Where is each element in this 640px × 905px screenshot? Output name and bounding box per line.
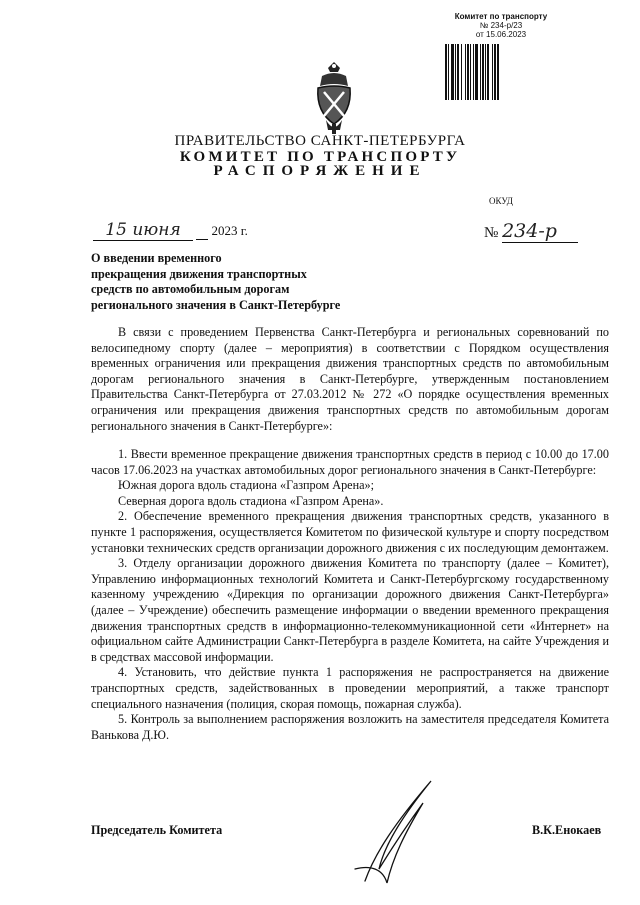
document-subject [91,251,351,313]
stamp-number: № 234-р/23 [479,21,523,30]
registration-stamp [443,12,559,39]
subject-line: регионального значения в Санкт-Петербурге [91,297,341,312]
order-items [91,447,609,743]
preamble [91,325,609,434]
signatory-name: В.К.Енокаев [532,823,602,837]
government-name: ПРАВИТЕЛЬСТВО САНКТ-ПЕТЕРБУРГА [174,133,466,149]
item-1-road-south: Южная дорога вдоль стадиона «Газпром Арена»; [118,478,374,493]
subject-line: средств по автомобильным дорогам [91,282,290,296]
subject-line: прекращения движения транспортных [91,266,307,281]
item-3: 3. Отделу организации дорожного движения Комитета по транспорту (далее – Комитет), Управлению информационных технологий Комитета и Санкт-Петербургскому государственному казенному учреждению «Дирекция по организации дорожного движения Санкт-Петербурга» (далее – Учреждение) обеспечить размещение информации о введении временного прекращения движения транспортных средств в информационно-телекоммуникационной сети «Интернет» на официальном сайте Администрации Санкт-Петербурга в разделе Комитета, на сайте Учреждения и в средствах массовой информации. [91,556,609,664]
date-year: 2023 г. [211,223,248,238]
preamble-text: В связи с проведением Первенства Санкт-Петербурга и региональных соревнований по велосипедному спорту (далее – мероприятия) в соответствии с Порядком осуществления временных ограничения или прекращения движения транспортных средств по автомобильным дорогам регионального значения в Санкт-Петербурге, утвержденным постановлением Правительства Санкт-Петербурга от 27.03.2012 № 272 «О порядке осуществления временных ограничения или прекращения движения транспортных средств по автомобильным дорогам регионального значения в Санкт-Петербурге»: [91,325,609,433]
stamp-committee: Комитет по транспорту [454,12,548,21]
document-type: РАСПОРЯЖЕНИЕ [213,163,427,179]
subject-line: О введении временного [91,251,222,265]
document-date [93,220,248,241]
number-handwritten: 234-р [502,220,578,243]
barcode-bar [499,44,500,100]
item-1-road-north: Северная дорога вдоль стадиона «Газпром Арена». [118,493,384,508]
date-handwritten: 15 июня [93,220,193,241]
stamp-date: от 15.06.2023 [475,30,527,39]
signatory-title: Председатель Комитета [91,823,223,837]
okud-label: ОКУД [489,196,513,206]
committee-name: КОМИТЕТ ПО ТРАНСПОРТУ [179,149,461,165]
item-4: 4. Установить, что действие пункта 1 распоряжения не распространяется на движение транспортных средств, задействованных в проведении мероприятий, а также транспорт специального назначения (полиция, скорая помощь, пожарная служба). [91,665,609,711]
handwritten-signature [335,773,445,893]
item-5: 5. Контроль за выполнением распоряжения возложить на заместителя председателя Комитета Ванькова Д.Ю. [91,712,609,742]
item-2: 2. Обеспечение временного прекращения движения транспортных средств, указанного в пункте 1 распоряжения, осуществляется Комитетом по физической культуре и спорту посредством установки технических средств организации дорожного движения с их последующим демонтажем. [91,509,609,555]
number-prefix: № [484,225,499,241]
barcode [445,44,559,100]
date-underline [196,223,208,240]
item-1: 1. Ввести временное прекращение движения транспортных средств в период с 10.00 до 17.00 часов 17.06.2023 на участках автомобильных дорог регионального значения в Санкт-Петербурге: [91,447,609,477]
document-number [484,220,578,243]
coat-of-arms-emblem [312,62,356,134]
